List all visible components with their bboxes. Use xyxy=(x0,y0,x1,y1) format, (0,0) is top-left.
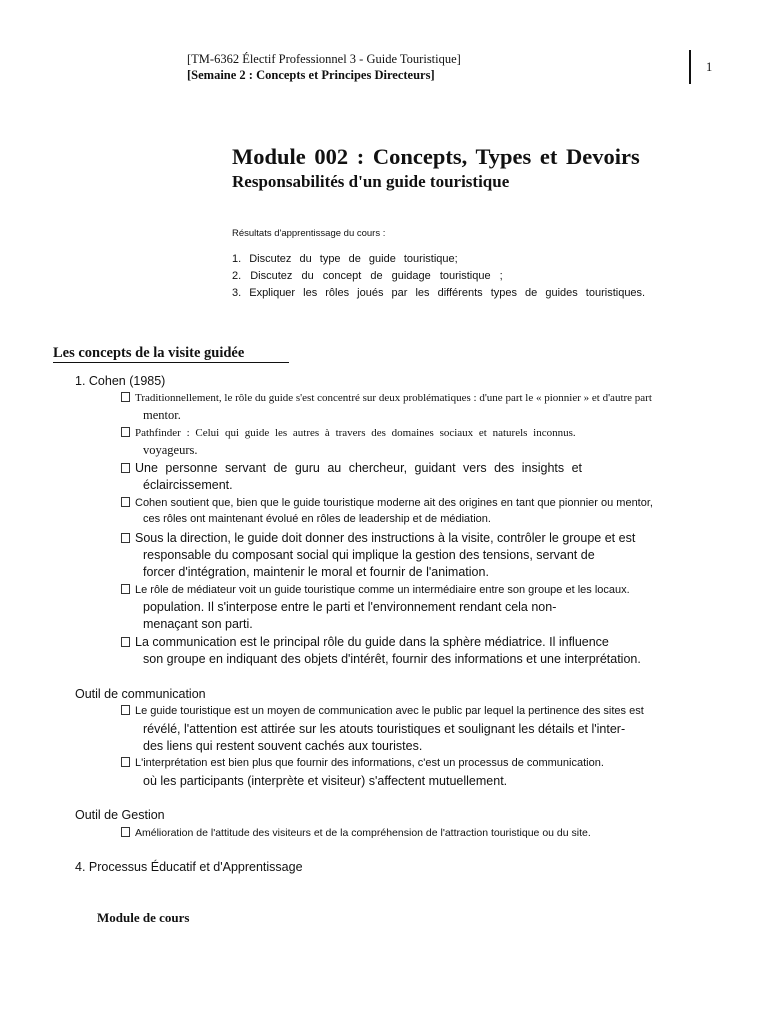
checkbox-bullet-icon xyxy=(121,827,130,837)
list-item: La communication est le principal rôle du guide dans la sphère médiatrice. Il influence xyxy=(121,635,609,649)
list-item: Le guide touristique est un moyen de communication avec le public par lequel la pertinence des sites est xyxy=(121,705,644,717)
list-item-continuation: population. Il s'interpose entre le parti et l'environnement rendant cela non- xyxy=(143,600,557,614)
list-item: Traditionnellement, le rôle du guide s'est concentré sur deux problématiques : d'une part le « pionnier » et d'autre part xyxy=(121,392,652,404)
list-item: Amélioration de l'attitude des visiteurs et de la compréhension de l'attraction touristique ou du site. xyxy=(121,827,591,839)
gestion-heading: Outil de Gestion xyxy=(75,808,165,822)
list-item-continuation: voyageurs. xyxy=(143,443,198,457)
module-title: Module 002 : Concepts, Types et Devoirs xyxy=(232,144,640,169)
section-heading-underline xyxy=(53,362,289,363)
list-item-continuation: responsable du composant social qui implique la gestion des tensions, servant de xyxy=(143,548,595,562)
learning-outcome-2: 2. Discutez du concept de guidage touristique ; xyxy=(232,270,503,282)
checkbox-bullet-icon xyxy=(121,637,130,647)
page-number: 1 xyxy=(706,60,713,74)
list-item: Le rôle de médiateur voit un guide touristique comme un intermédiaire entre son groupe et les locaux. xyxy=(121,584,630,596)
checkbox-bullet-icon xyxy=(121,757,130,767)
checkbox-bullet-icon xyxy=(121,705,130,715)
checkbox-bullet-icon xyxy=(121,497,130,507)
learning-outcome-3: 3. Expliquer les rôles joués par les différents types de guides touristiques. xyxy=(232,287,646,299)
checkbox-bullet-icon xyxy=(121,463,130,473)
list-item-continuation: des liens qui restent souvent cachés aux touristes. xyxy=(143,739,423,753)
list-item-continuation: ces rôles ont maintenant évolué en rôles de leadership et de médiation. xyxy=(143,513,491,525)
module-de-cours-label: Module de cours xyxy=(97,910,190,925)
list-item-continuation: où les participants (interprète et visiteur) s'affectent mutuellement. xyxy=(143,774,508,788)
list-item-continuation: son groupe en indiquant des objets d'intérêt, fournir des informations et une interprétation. xyxy=(143,652,641,666)
module-subtitle: Responsabilités d'un guide touristique xyxy=(232,172,510,191)
cohen-heading: 1. Cohen (1985) xyxy=(75,374,166,388)
communication-heading: Outil de communication xyxy=(75,687,206,701)
header-course: [TM-6362 Électif Professionnel 3 - Guide Touristique] xyxy=(187,52,461,66)
section-heading: Les concepts de la visite guidée xyxy=(53,345,245,361)
list-item: Sous la direction, le guide doit donner des instructions à la visite, contrôler le groupe et est xyxy=(121,531,635,545)
processus-heading: 4. Processus Éducatif et d'Apprentissage xyxy=(75,860,303,874)
header-divider xyxy=(689,50,691,84)
checkbox-bullet-icon xyxy=(121,584,130,594)
checkbox-bullet-icon xyxy=(121,392,130,402)
learning-outcome-1: 1. Discutez du type de guide touristique; xyxy=(232,253,458,265)
list-item: Cohen soutient que, bien que le guide touristique moderne ait des origines en tant que pionnier ou mentor, xyxy=(121,497,653,509)
list-item-continuation: mentor. xyxy=(143,408,181,422)
checkbox-bullet-icon xyxy=(121,533,130,543)
list-item: Pathfinder : Celui qui guide les autres à travers des domaines sociaux et naturels inconnus. xyxy=(121,427,576,439)
learning-outcomes-label: Résultats d'apprentissage du cours : xyxy=(232,228,386,239)
list-item: L'interprétation est bien plus que fournir des informations, c'est un processus de communication. xyxy=(121,757,604,769)
list-item-continuation: révélé, l'attention est attirée sur les atouts touristiques et soulignant les détails et l'inter- xyxy=(143,722,626,736)
list-item-continuation: éclaircissement. xyxy=(143,478,233,492)
checkbox-bullet-icon xyxy=(121,427,130,437)
list-item-continuation: menaçant son parti. xyxy=(143,617,253,631)
list-item: Une personne servant de guru au chercheur, guidant vers des insights et xyxy=(121,461,582,475)
list-item-continuation: forcer d'intégration, maintenir le moral et fournir de l'animation. xyxy=(143,565,489,579)
header-week: [Semaine 2 : Concepts et Principes Directeurs] xyxy=(187,68,435,82)
